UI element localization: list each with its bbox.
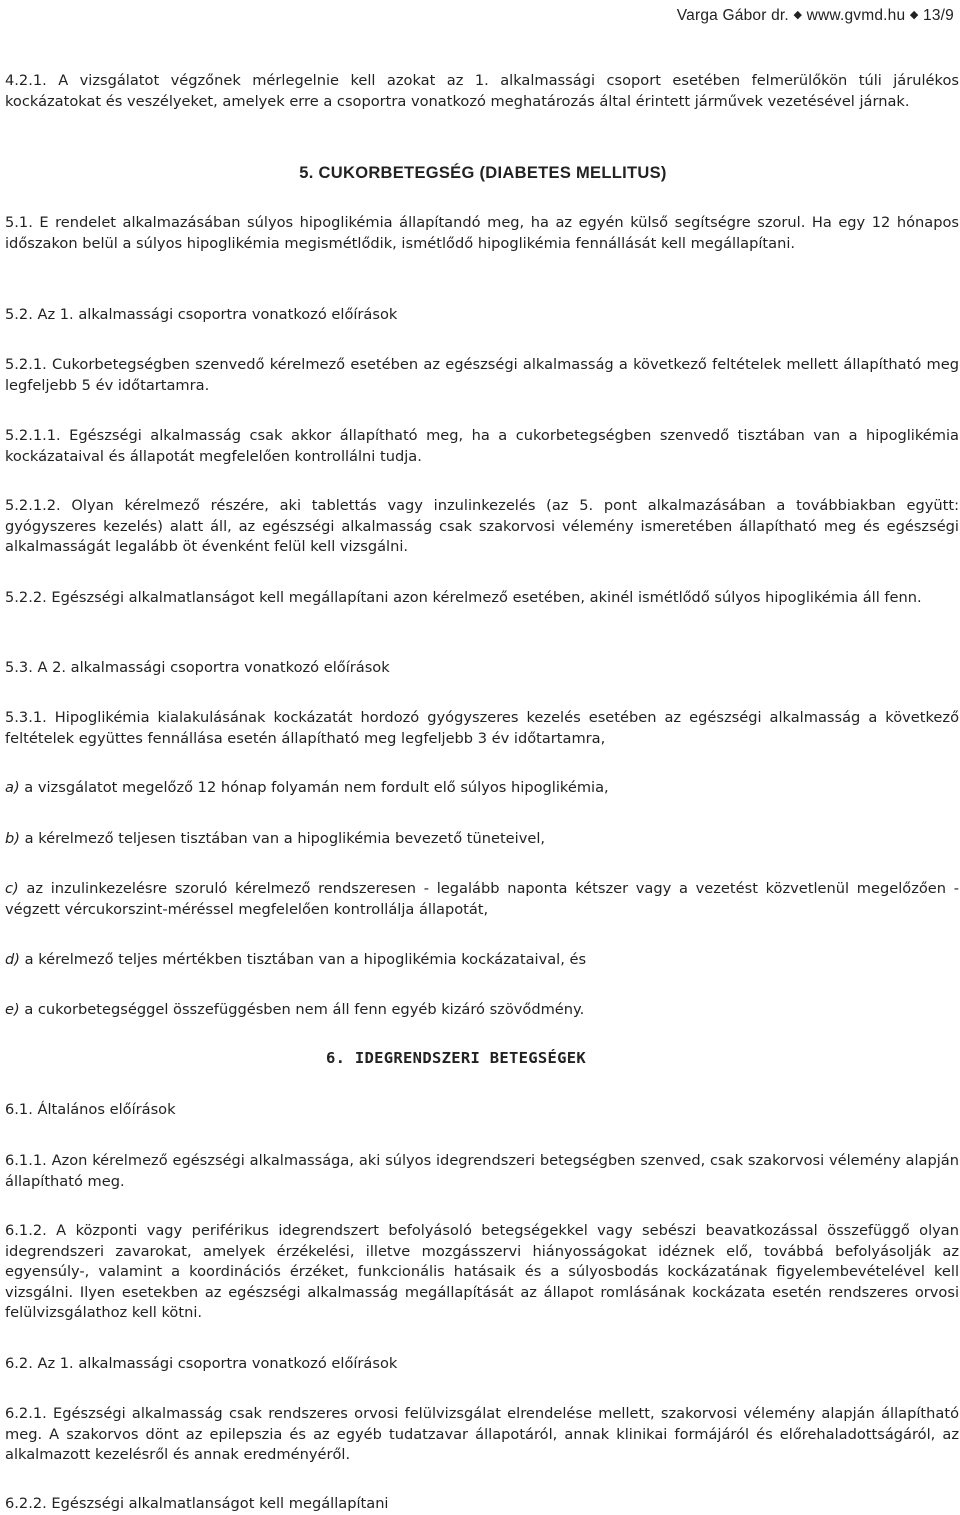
paragraph-4-2-1: 4.2.1. A vizsgálatot végzőnek mérlegelnie kell azokat az 1. alkalmassági csoport esetében felmerülőkön túli járulékos kockázatokat és veszélyeket, amelyek erre a csoportra vonatkozó meghatározás által érintett járművek vezetésével járnak. — [5, 72, 959, 110]
section-heading-5: 5. CUKORBETEGSÉG (DIABETES MELLITUS) — [299, 164, 667, 182]
paragraph-6-1-1: 6.1.1. Azon kérelmező egészségi alkalmassága, aki súlyos idegrendszeri betegségben szenved, csak szakorvosi vélemény alapján állapítható meg. — [5, 1152, 959, 1190]
paragraph-5-2-1-1: 5.2.1.1. Egészségi alkalmasság csak akkor állapítható meg, ha a cukorbetegségben szenvedő tisztában van a hipoglikémia kockázataival és állapotát megfelelően kontrollálni tudja. — [5, 427, 959, 465]
paragraph-6-2-1: 6.2.1. Egészségi alkalmasság csak rendszeres orvosi felülvizsgálat elrendelése mellett, szakorvosi vélemény alapján állapítható meg. A szakorvos dönt az epilepszia és az egyéb tudatzavar állapotáról, annak klinikai formájáról és előrehaladottságáról, az alkalmazott kezelésről és annak eredményéről. — [5, 1405, 959, 1463]
list-item-b — [5, 829, 959, 850]
paragraph-5-2-1: 5.2.1. Cukorbetegségben szenvedő kérelmező esetében az egészségi alkalmasság a következő feltételek mellett állapítható meg legfeljebb 5 év időtartamra. — [5, 356, 959, 394]
list-text: a kérelmező teljes mértékben tisztában van a hipoglikémia kockázataival, és — [19, 951, 587, 968]
paragraph-6-1: 6.1. Általános előírások — [5, 1101, 176, 1118]
list-label: a) — [5, 779, 20, 796]
list-item-c — [5, 879, 959, 920]
list-label: d) — [5, 951, 20, 968]
section-heading-6: 6. IDEGRENDSZERI BETEGSÉGEK — [326, 1049, 587, 1067]
list-item-d — [5, 950, 959, 971]
paragraph-6-2: 6.2. Az 1. alkalmassági csoportra vonatkozó előírások — [5, 1355, 398, 1372]
paragraph-5-2: 5.2. Az 1. alkalmassági csoportra vonatkozó előírások — [5, 306, 398, 323]
paragraph-5-2-2: 5.2.2. Egészségi alkalmatlanságot kell megállapítani azon kérelmező esetében, akinél ismétlődő súlyos hipoglikémia áll fenn. — [5, 589, 922, 606]
paragraph-6-2-2: 6.2.2. Egészségi alkalmatlanságot kell megállapítani — [5, 1495, 389, 1512]
list-text: az inzulinkezelésre szoruló kérelmező rendszeresen - legalább naponta kétszer vagy a vezetést közvetlenül megelőzően - végzett vércukorszint-méréssel megfelelően kontrollálja állapotát, — [5, 880, 959, 918]
header-page-number: 13/9 — [923, 7, 954, 24]
list-label: c) — [5, 880, 19, 897]
paragraph-5-3: 5.3. A 2. alkalmassági csoportra vonatkozó előírások — [5, 659, 390, 676]
list-item-e — [5, 1000, 959, 1021]
paragraph-5-2-1-2: 5.2.1.2. Olyan kérelmező részére, aki tablettás vagy inzulinkezelés (az 5. pont alkalmazásában a továbbiakban együtt: gyógyszeres kezelés) alatt áll, az egészségi alkalmasság csak szakorvosi vélemény ismeretében állapítható meg és egészségi alkalmasságát legalább öt évenként felül kell vizsgálni. — [5, 497, 959, 555]
page-header — [677, 7, 954, 25]
list-text: a kérelmező teljesen tisztában van a hipoglikémia bevezető tüneteivel, — [19, 830, 546, 847]
diamond-icon: ◆ — [909, 9, 919, 21]
list-item-a — [5, 778, 959, 799]
list-text: a vizsgálatot megelőző 12 hónap folyamán nem fordult elő súlyos hipoglikémia, — [19, 779, 609, 796]
header-site: www.gvmd.hu — [806, 7, 906, 24]
diamond-icon: ◆ — [793, 9, 803, 21]
list-label: b) — [5, 830, 20, 847]
paragraph-6-1-2: 6.1.2. A központi vagy periférikus idegrendszert befolyásoló betegségekkel vagy sebészi beavatkozással összefüggő olyan idegrendszeri zavarokat, amelyek érzékelési, illetve mozgásszervi hiányosságokat idéznek elő, továbbá befolyásolják az egyensúly-, valamint a koordinációs érzéket, funkcionális hatásaik és a súlyosbodás kockázatának figyelembevételével kell vizsgálni. Ilyen esetekben az egészségi alkalmasság megállapítását az állapot romlásának kockázata esetén rendszeres orvosi felülvizsgálathoz kell kötni. — [5, 1222, 959, 1321]
list-text: a cukorbetegséggel összefüggésben nem áll fenn egyéb kizáró szövődmény. — [19, 1001, 585, 1018]
list-label: e) — [5, 1001, 20, 1018]
paragraph-5-1: 5.1. E rendelet alkalmazásában súlyos hipoglikémia állapítandó meg, ha az egyén külső segítségre szorul. Ha egy 12 hónapos időszakon belül a súlyos hipoglikémia megismétlődik, ismétlődő hipoglikémia fennállását kell megállapítani. — [5, 214, 959, 252]
paragraph-5-3-1: 5.3.1. Hipoglikémia kialakulásának kockázatát hordozó gyógyszeres kezelés esetében az egészségi alkalmasság a következő feltételek együttes fennállása esetén állapítható meg legfeljebb 3 év időtartamra, — [5, 709, 959, 747]
header-author: Varga Gábor dr. — [676, 7, 789, 24]
